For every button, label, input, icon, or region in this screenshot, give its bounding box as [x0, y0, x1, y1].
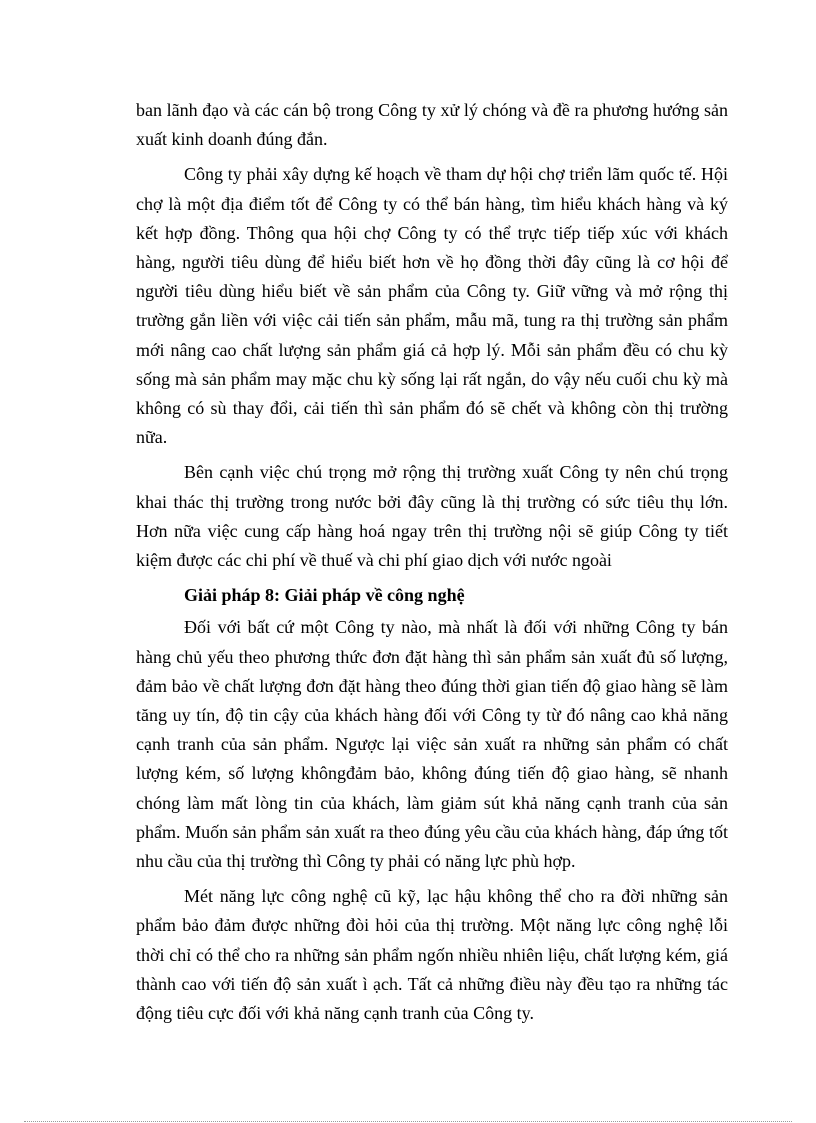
page-bottom-divider [24, 1121, 792, 1122]
paragraph-domestic-market: Bên cạnh việc chú trọng mở rộng thị trường xuất Công ty nên chú trọng khai thác thị trường trong nước bởi đây cũng là thị trường có sức tiêu thụ lớn. Hơn nữa việc cung cấp hàng hoá ngay trên thị trường nội sẽ giúp Công ty tiết kiệm được các chi phí về thuế và chi phí giao dịch với nước ngoài [136, 462, 728, 571]
section-heading-solution-8: Giải pháp 8: Giải pháp về công nghệ [184, 585, 465, 606]
paragraph-technology: Mét năng lực công nghệ cũ kỹ, lạc hậu không thể cho ra đời những sản phẩm bảo đảm được những đòi hỏi của thị trường. Một năng lực công nghệ lỗi thời chỉ có thể cho ra những sản phẩm ngốn nhiều nhiên liệu, chất lượng kém, giá thành cao với tiến độ sản xuất ì ạch. Tất cả những điều này đều tạo ra những tác động tiêu cực đối với khả năng cạnh tranh của Công ty. [136, 886, 728, 1024]
paragraph-continuation: ban lãnh đạo và các cán bộ trong Công ty xử lý chóng và đề ra phương hướng sản xuất kinh doanh đúng đắn. [136, 100, 728, 150]
document-page [136, 96, 728, 1034]
paragraph-trade-fair: Công ty phải xây dựng kế hoạch về tham dự hội chợ triển lãm quốc tế. Hội chợ là một địa điểm tốt để Công ty có thể bán hàng, tìm hiểu khách hàng và ký kết hợp đồng. Thông qua hội chợ Công ty có thể trực tiếp tiếp xúc với khách hàng, người tiêu dùng để hiểu biết hơn về họ đồng thời đây cũng là cơ hội để người tiêu dùng hiểu biết về sản phẩm của Công ty. Giữ vững và mở rộng thị trường gắn liền với việc cải tiến sản phẩm, mẫu mã, tung ra thị trường sản phẩm mới nâng cao chất lượng sản phẩm giá cả hợp lý. Mỗi sản phẩm đều có chu kỳ sống mà sản phẩm may mặc chu kỳ sống lại rất ngắn, do vậy nếu cuối chu kỳ mà không có sù thay đổi, cải tiến thì sản phẩm đó sẽ chết và không còn thị trường nữa. [136, 164, 728, 448]
paragraph-orders: Đối với bất cứ một Công ty nào, mà nhất là đối với những Công ty bán hàng chủ yếu theo phương thức đơn đặt hàng thì sản phẩm sản xuất đủ số lượng, đảm bảo về chất lượng đơn đặt hàng theo đúng thời gian tiến độ giao hàng sẽ làm tăng uy tín, độ tin cậy của khách hàng đối với Công ty từ đó nâng cao khả năng cạnh tranh của sản phẩm. Ngược lại việc sản xuất ra những sản phẩm có chất lượng kém, số lượng khôngđảm bảo, không đúng tiến độ giao hàng, sẽ nhanh chóng làm mất lòng tin của khách, làm giảm sút khả năng cạnh tranh của sản phẩm. Muốn sản phẩm sản xuất ra theo đúng yêu cầu của khách hàng, đáp ứng tốt nhu cầu của thị trường thì Công ty phải có năng lực phù hợp. [136, 617, 728, 872]
